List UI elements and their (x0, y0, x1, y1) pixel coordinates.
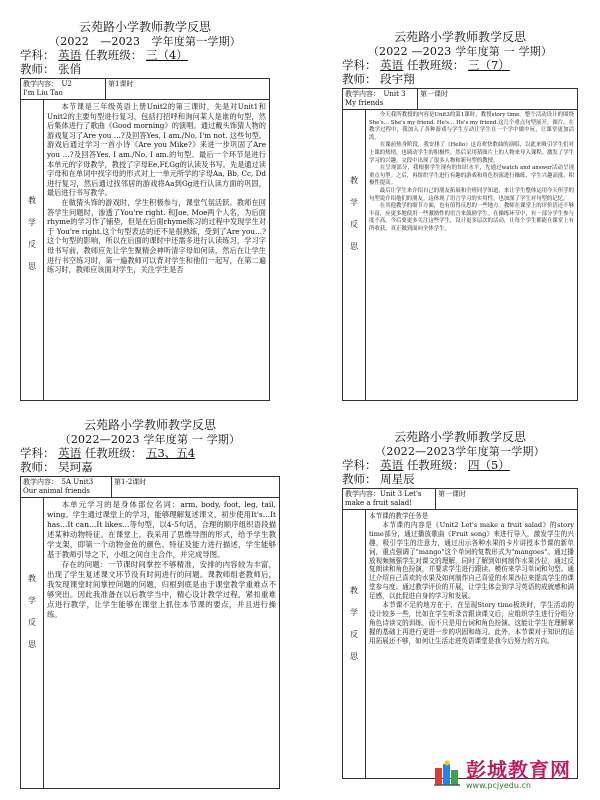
content-cell (343, 489, 436, 509)
side-char: 思 (350, 242, 358, 251)
reflection-row (21, 498, 279, 788)
side-label (21, 498, 44, 788)
reflection-body (44, 100, 269, 400)
reflection-row (343, 510, 577, 778)
paragraph: 在做猜头饰的游戏时，学生积极参与，课堂气氛活跃。教师在回答学生问题时，渗透了You're right. 和Joe, Moe两个人名，为后面rhyme的学习作了铺垫，但是在后面rhyme练习的过程中发现学生对于 You're right.这个句型表达的还不是很熟练，受到了Are you…?这个句型的影响，所以在后面的课时中还需多进行认读练习，学习字母书写前，教师应先让学生聚精会神听清字母如何读，然后在让学生进行书空练习时，第一遍教师可以背对学生和他们一起写，在第二遍练习时，教师应该面对学生，关注学生是否 (47, 197, 266, 275)
watermark-title: 彭城教育网 (466, 757, 571, 782)
teacher-value: 段宇翔 (380, 72, 415, 86)
paragraph: 在其他教学的细节方面，也有值得反思的一些地方。教师在课堂上的评价语还不够丰富，应更多地使用一些激励性的语言来鼓励学生。在操练环节中，有一部分学生参与度不高，今后要更多关注这些学生，设计更多层次的活动，让每个学生都能在课堂上有所收获，真正做到面向全体学生。 (369, 203, 574, 232)
side-char: 学 (28, 218, 36, 227)
subject-value: 英语 (58, 446, 82, 460)
content-cell (21, 477, 112, 497)
site-watermark (432, 754, 592, 794)
class-value: 四（5） (467, 458, 510, 472)
subject-label: 学科： (20, 48, 55, 62)
reflection-row (343, 110, 577, 400)
doc-teacher-line (20, 460, 280, 474)
subject-label: 学科： (20, 446, 55, 460)
watermark-url: www.pcjyedu.cn (466, 780, 531, 790)
class-label: 任教班级： (84, 446, 143, 460)
reflection-doc-1 (20, 20, 270, 400)
side-label (343, 510, 366, 778)
side-char: 教 (28, 574, 36, 583)
paragraph: 本单元学习的是身体部位名词：arm, body, foot, leg, tail, wing。学生通过课堂上的学习，能够理解复述课文，初步使用It's…It has…It can…It likes…等句型，以4-5句话，合理的顺序组织语段描述某种动物特征。在课堂上，我采用了思维导图的形式，给予学生教学支架，即第一个动物金鱼的颜色、特征及能力进行描述，学生能够基于教师引导之下，小组之间自主合作，并完成导图。 (47, 500, 276, 559)
doc-subject-line (20, 48, 270, 62)
side-char: 教 (28, 196, 36, 205)
lesson-cell: 第一课时 (438, 490, 466, 498)
site-logo-icon (432, 759, 462, 789)
content-value: make a fruit salad! (345, 499, 413, 507)
side-char: 反 (350, 630, 358, 639)
class-label: 任教班级： (406, 458, 465, 472)
content-cell (21, 79, 106, 99)
reflection-doc-4 (342, 430, 578, 800)
content-value: Our animal friends (23, 487, 90, 495)
content-label: 教学内容： U2 (23, 80, 72, 88)
paragraph: 今天我所教授的内容是Unit3的第1课时，教授story time。整个活动设计的围绕 She's… She's my friend. He's… He's my friend.这几个重点句型展开。图片、在教学过程中，我加入了各种游戏与学生互动让学生在一个学中做中玩，让课堂更加活泼。 (369, 112, 574, 141)
reflection-table (20, 78, 270, 401)
paragraph: 本节课是三年级英语上册Unit2的第三课时，先是对Unit1和Unit2的主要句型进行复习，包括打招呼和询问某人是谁的句型，然后集体进行了歌曲《Good morning》的演唱。通过戴头饰猜人物的游戏复习了Are you …?及回答Yes, I am./No, I'm not. 这些句型。游戏后通过学习一首小诗《Are you Mike?》来进一步巩固了Are you …?及回答Yes, I am./No, I am.的句型。最后一个环节是进行本单元的字母教学，教授了字母Ee,Ff,Gg的认读及书写。先是通过读字母和在单词中找字母的形式对上一单元所学的字母Aa, Bb, Cc, Dd进行复习，然后通过找邻居的游戏将Aa到Gg进行认读方面的巩固，最后进行书写教学。 (47, 102, 266, 198)
paragraph: 在课前热身阶段，我安排了《Hello》这首欢快歌曲的演唱，以此来吸引学生们对上课的热情，也调动学生的积极性。然后采用猜图片上的人物来导入课程，激发了学生学习的兴趣。文段中出现了很多人物和新句型的教授。 (369, 142, 574, 164)
doc-year: （2022—2023 学年度第 一 学期） (59, 433, 241, 446)
doc-teacher-line (342, 72, 578, 86)
doc-subject-line (20, 446, 280, 460)
side-char: 学 (350, 608, 358, 617)
doc-title: 云苑路小学教师教学反思 (393, 430, 526, 444)
reflection-doc-3 (20, 418, 280, 798)
reflection-body (44, 498, 279, 788)
content-value: I'm Liu Tao (23, 89, 63, 97)
reflection-table (342, 88, 578, 401)
side-char: 反 (28, 618, 36, 627)
reflection-body (366, 510, 577, 778)
side-char: 教 (350, 176, 358, 185)
reflection-table (20, 476, 280, 789)
doc-title: 云苑路小学教师教学反思 (83, 418, 216, 432)
class-label: 任教班级： (84, 48, 143, 62)
doc-year: （2022—2023学年度第一学期） (375, 445, 545, 458)
class-value: 五3、五4 (145, 446, 196, 460)
teacher-label: 教师： (342, 472, 377, 486)
lesson-cell: 第1课时 (108, 80, 134, 88)
teacher-label: 教师： (20, 62, 55, 76)
paragraph: 本节课的教学任务是 (369, 512, 429, 520)
teacher-label: 教师： (342, 72, 377, 86)
paragraph: 本节课的内容是《Unit2 Let's make a fruit salad》的story time部分，通过播放歌曲《Fruit song》来进行导入，激发学生的兴趣，吸引学生的注意力，通过出示各种水果的卡片讲授本节课的新单词，重点强调了"mango"这个单词的复数形式为"mangoes"。通过播放视频频强学生对课文的理解，同时了解到如何制作水果沙拉，通过反复朗读和角色扮演，并要求学生进行跟读、模仿来学习单词和句型。通过介绍自己喜欢的水果及如何制作自己喜爱的水果沙拉来提高学生的课堂参与度。通过教学评价的开展，让学生体会到学习英语的成就感和满足感，以此促进自身的学习和发展。 (369, 520, 574, 601)
paragraph: 在呈现部分，我根据学生现有的知识水平，先通过watch and answer活动呈现重点句型。之后，再组织学生进行有趣的游戏和角色扮演进行操练，学生兴趣高涨，积极性提高。 (369, 165, 574, 187)
doc-title: 云苑路小学教师教学反思 (78, 20, 211, 34)
subject-label: 学科： (342, 458, 377, 472)
content-label: 教学内容：Unit 3 Let's (345, 490, 422, 498)
subject-value: 英语 (58, 48, 82, 62)
teacher-value: 张俏 (58, 62, 82, 76)
subject-value: 英语 (380, 58, 404, 72)
content-row (21, 477, 279, 498)
doc-subject-line (342, 458, 578, 472)
side-char: 学 (28, 596, 36, 605)
side-char: 教 (350, 586, 358, 595)
reflection-table (342, 488, 578, 782)
side-char: 反 (350, 220, 358, 229)
paragraph: 本节课不足的地方在于，在呈现Story time板块时，学生活动的设计较多一些，比如在学生听录音跟读课文后，应组织学生进行分组分角色诗读文的训练，而不只是用台词和角色扮演。这能让学生在理解掌握的基础上再进行更进一步的巩固和练习。此外，本节课对于知识的运用拓展还不够，如何让生活走进英语课堂是我今后努力的方向。 (369, 601, 574, 645)
doc-teacher-line (20, 62, 270, 76)
class-value: 三（7） (467, 58, 510, 72)
lesson-cell: 第一课时 (420, 90, 448, 98)
teacher-label: 教师： (20, 460, 55, 474)
doc-subject-line (342, 58, 578, 72)
paragraph: 存在的问题：一节课时间掌控不够精准，安排的内容较为丰富，出现了学生复述课文环节没有时间进行的问题。课教师组老教师后，我发现课堂时间掌控问题的问题，归根到底是由于课堂教学重难点不够突出。因此我准备在以后教学当中，精心设计教学过程，紧扣重难点进行教学，让学生能够在课堂上抓住本节课的要点，并且进行操练。 (47, 560, 276, 619)
side-label (343, 110, 366, 400)
subject-label: 学科： (342, 58, 377, 72)
subject-value: 英语 (380, 458, 404, 472)
lesson-cell: 第1-2课时 (114, 478, 147, 486)
content-value: My friends (345, 99, 384, 107)
side-char: 思 (28, 262, 36, 271)
content-row (343, 89, 577, 110)
doc-year: （2022 —2023 学年度第 一 学期） (367, 45, 553, 58)
content-label: 教学内容： 5A Unit3 (23, 478, 94, 486)
class-value: 三（4） (145, 48, 188, 62)
content-label: 教学内容： Unit 3 (345, 90, 406, 98)
reflection-doc-2 (342, 30, 578, 410)
doc-year: （2022 —2023 学年度第一学期） (49, 35, 241, 48)
reflection-row (21, 100, 269, 400)
teacher-value: 周星辰 (380, 472, 415, 486)
watermark-text (466, 759, 571, 790)
side-char: 思 (350, 652, 358, 661)
side-char: 学 (350, 198, 358, 207)
doc-teacher-line (342, 472, 578, 486)
content-cell (343, 89, 418, 109)
class-label: 任教班级： (406, 58, 465, 72)
side-char: 思 (28, 640, 36, 649)
side-char: 反 (28, 240, 36, 249)
teacher-value: 吴珂嘉 (58, 460, 93, 474)
content-row (343, 489, 577, 510)
doc-title: 云苑路小学教师教学反思 (393, 30, 526, 44)
reflection-body (366, 110, 577, 400)
content-row (21, 79, 269, 100)
side-label (21, 100, 44, 400)
paragraph: 最后让学生来介绍自己的朋友拓展和全班同学知道，来让学生整体运用今天所学的句型说介绍他们的朋友。这体现了语言学习的实用性，也加深了学生对句型的记忆。 (369, 187, 574, 202)
